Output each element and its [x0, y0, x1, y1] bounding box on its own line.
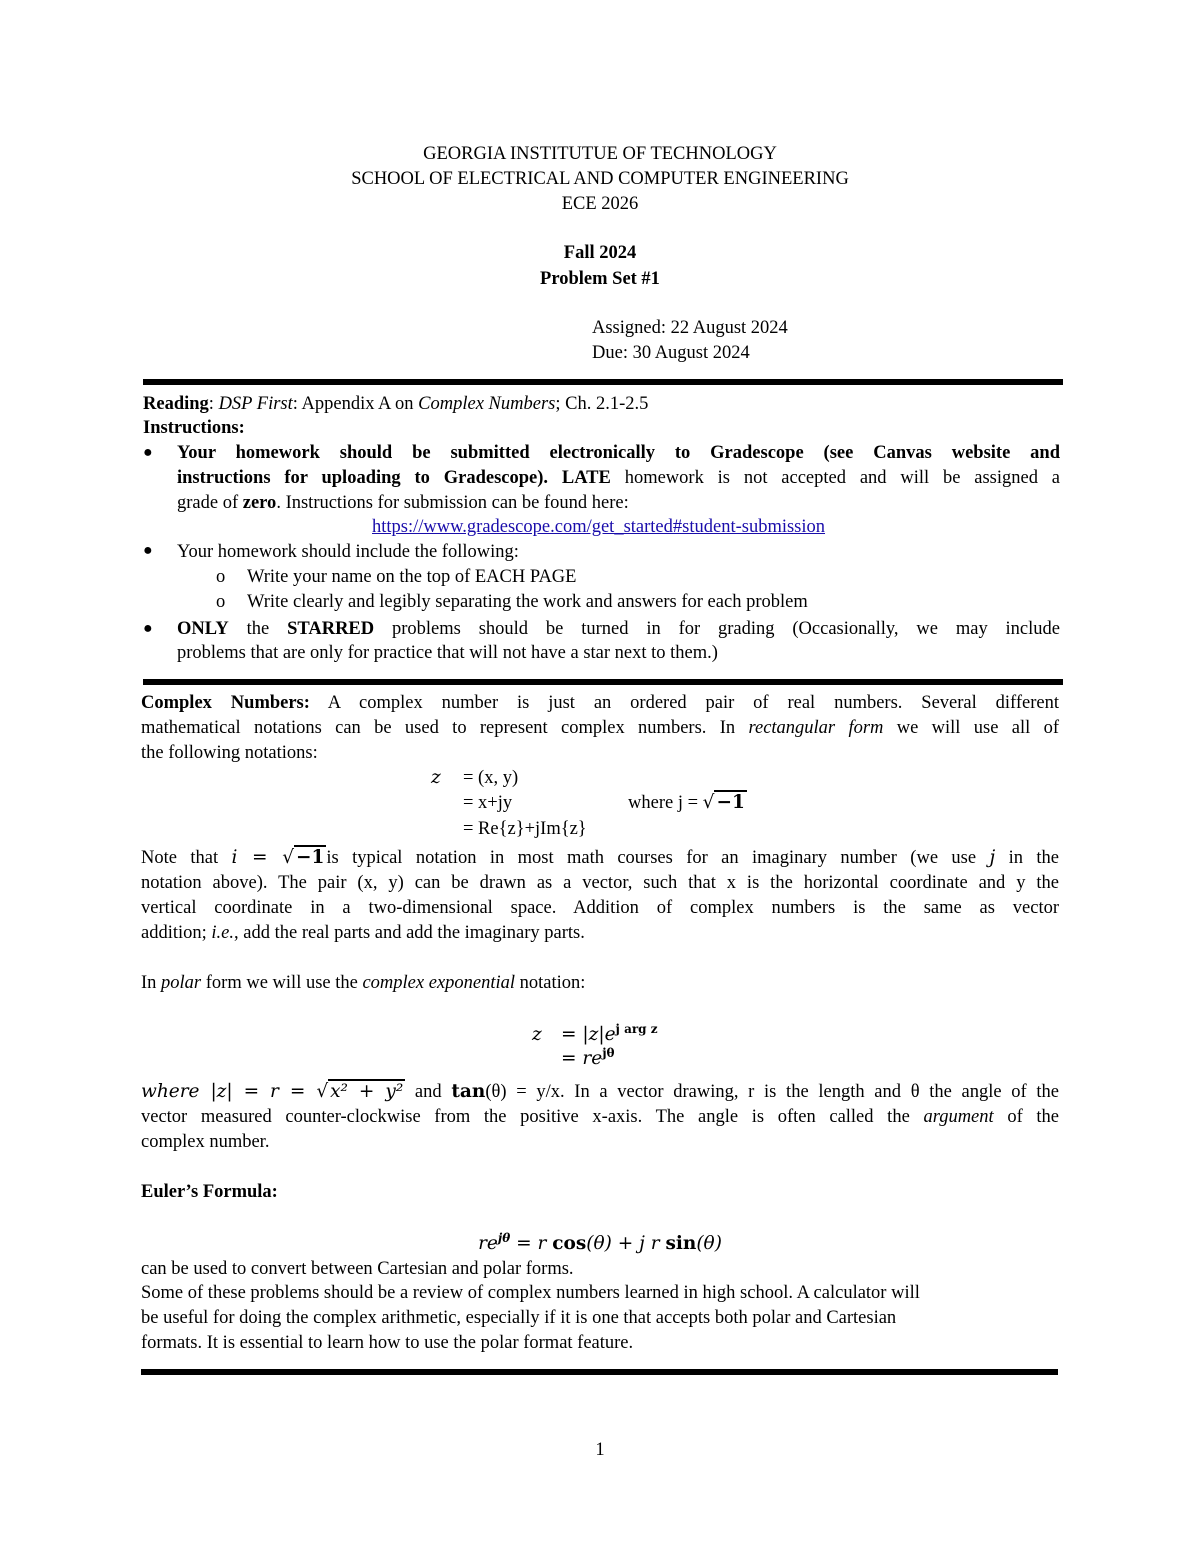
sin-function: sin — [665, 1233, 697, 1254]
section-divider — [141, 1369, 1058, 1375]
note-text: Note that — [141, 848, 232, 868]
complex-exponential-term: complex exponential — [362, 973, 516, 993]
sqrt-radicand: −1 — [716, 792, 745, 813]
complex-para-line-3: the following notations: — [141, 743, 318, 763]
note-line-3: vertical coordinate in a two-dimensional space. Addition of complex numbers is the same as vector — [141, 898, 1059, 918]
note-text: addition; — [141, 923, 212, 943]
section-divider — [143, 679, 1063, 685]
reading-chapters: ; Ch. 2.1-2.5 — [555, 394, 649, 414]
note-j-symbol: j — [989, 847, 996, 868]
equation-rectangular: = x+jy — [463, 793, 513, 813]
polar-text: In — [141, 973, 162, 993]
note-text: , add the real parts and add the imaginary parts. — [234, 923, 585, 943]
equation-re-im: = Re{z}+jIm{z} — [463, 819, 587, 839]
gradescope-link[interactable]: https://www.gradescope.com/get_started#student-submission — [372, 517, 826, 537]
sqrt-radicand: x² + y² — [330, 1081, 404, 1102]
instruction-3-the: the — [228, 619, 288, 639]
complex-para-line-2 — [141, 716, 1059, 740]
euler-term: (θ) + j r — [586, 1233, 666, 1254]
bullet-icon: ● — [143, 444, 153, 461]
instruction-3-only: ONLY — [177, 619, 229, 639]
instruction-2: Your homework should include the following: — [177, 542, 519, 562]
euler-exponent: jθ — [497, 1230, 511, 1245]
where-j-text: where j = — [628, 793, 703, 813]
complex-para-line-1 — [141, 691, 1059, 715]
instruction-1-grade: grade of — [177, 493, 243, 513]
course-code: ECE 2026 — [561, 194, 639, 214]
where-line-1 — [141, 1080, 1059, 1104]
sqrt-radicand: −1 — [295, 847, 325, 868]
section-divider — [143, 379, 1063, 385]
where-text: vector measured counter-clockwise from the positive x-axis. The angle is often called the — [141, 1107, 924, 1127]
euler-line-3: be useful for doing the complex arithmetic, especially if it is one that accepts both polar and Cartesian — [141, 1308, 897, 1328]
polar-text: notation: — [515, 973, 586, 993]
page-number: 1 — [595, 1440, 605, 1460]
note-line-1 — [141, 846, 1059, 870]
instruction-1-zero: zero — [242, 493, 277, 513]
equation-j-definition — [628, 791, 747, 815]
instruction-3-starred: STARRED — [287, 619, 375, 639]
equation-variable: z — [431, 767, 441, 788]
instruction-1-line-1: Your homework should be submitted electronically to Gradescope (see Canvas website and — [177, 443, 1060, 463]
reading-topic: Complex Numbers — [418, 394, 556, 414]
instruction-3-text: problems should be turned in for grading (Occasionally, we may include — [374, 619, 1060, 639]
where-text: (θ) = y/x. In a vector drawing, r is the length and θ the angle of the — [485, 1082, 1060, 1102]
assigned-date: Assigned: 22 August 2024 — [592, 318, 788, 338]
page-title: Problem Set #1 — [540, 269, 660, 289]
sqrt-icon: √ — [316, 1081, 329, 1102]
polar-equation-exponent: j arg z — [615, 1021, 658, 1036]
instructions-label: Instructions: — [143, 418, 245, 438]
argument-term: argument — [923, 1107, 994, 1127]
where-text: and — [405, 1082, 452, 1102]
cos-function: cos — [552, 1233, 587, 1254]
polar-equation-base: = re — [561, 1048, 603, 1069]
complex-numbers-label: Complex Numbers: — [141, 693, 310, 713]
reading-text: : Appendix A on — [292, 394, 419, 414]
polar-equation-exponent: jθ — [602, 1045, 615, 1060]
euler-line-1: can be used to convert between Cartesian and polar forms. — [141, 1259, 574, 1279]
complex-text: A complex number is just an ordered pair of real numbers. Several different — [309, 693, 1059, 713]
instruction-1-bold: instructions for uploading to Gradescope). LATE — [177, 468, 611, 488]
complex-text: we will use all of — [883, 718, 1059, 738]
polar-intro — [141, 971, 585, 995]
reading-line — [143, 392, 648, 416]
euler-base: re — [478, 1233, 498, 1254]
term: Fall 2024 — [563, 243, 637, 263]
rectangular-form-term: rectangular form — [748, 718, 884, 738]
note-ie: i.e. — [211, 923, 235, 943]
euler-formula — [0, 1232, 1200, 1256]
reading-colon: : — [208, 394, 219, 414]
where-text: of the — [993, 1107, 1059, 1127]
euler-term: (θ) — [696, 1233, 722, 1254]
instruction-3-line-2: problems that are only for practice that will not have a star next to them.) — [177, 643, 718, 663]
where-line-3: complex number. — [141, 1132, 270, 1152]
note-text: is typical notation in most math courses for an imaginary number (we use — [326, 848, 990, 868]
note-line-2: notation above). The pair (x, y) can be drawn as a vector, such that x is the horizontal coordinate and y the — [141, 873, 1059, 893]
polar-equation-base: = |z|e — [561, 1024, 616, 1045]
note-line-4 — [141, 921, 585, 945]
instruction-1-text: homework is not accepted and will be assigned a — [610, 468, 1060, 488]
school-name: SCHOOL OF ELECTRICAL AND COMPUTER ENGINEERING — [351, 169, 849, 189]
polar-text: form we will use the — [201, 973, 363, 993]
sub-bullet-icon: o — [216, 567, 226, 587]
sqrt-icon: √ — [282, 847, 294, 868]
euler-term: = r — [510, 1233, 553, 1254]
polar-equation-1 — [561, 1023, 658, 1047]
bullet-icon: ● — [143, 542, 153, 559]
complex-text: mathematical notations can be used to represent complex numbers. In — [141, 718, 749, 738]
reading-book: DSP First — [218, 394, 293, 414]
where-text: where |z| = r = — [141, 1081, 317, 1102]
note-i-symbol: i = — [231, 847, 283, 868]
polar-equation-variable: z — [532, 1024, 542, 1045]
sub-bullet-icon: o — [216, 592, 226, 612]
institution-name: GEORGIA INSTITUTUE OF TECHNOLOGY — [423, 144, 777, 164]
euler-label: Euler’s Formula: — [141, 1182, 278, 1202]
where-line-2 — [141, 1105, 1059, 1129]
gradescope-link-line — [372, 515, 825, 539]
euler-line-2: Some of these problems should be a review of complex numbers learned in high school. A calculator will — [141, 1283, 920, 1303]
reading-label: Reading — [143, 394, 209, 414]
polar-equation-2 — [561, 1047, 615, 1071]
sqrt-icon: √ — [702, 792, 715, 813]
instruction-2-sub-1: Write your name on the top of EACH PAGE — [247, 567, 577, 587]
polar-term: polar — [161, 973, 202, 993]
instruction-2-sub-2: Write clearly and legibly separating the work and answers for each problem — [247, 592, 808, 612]
instruction-1-submission: . Instructions for submission can be found here: — [276, 493, 629, 513]
equation-ordered-pair: = (x, y) — [463, 768, 519, 788]
euler-line-4: formats. It is essential to learn how to use the polar format feature. — [141, 1333, 634, 1353]
instruction-1-line-2 — [177, 466, 1060, 490]
instruction-1-line-3 — [177, 491, 629, 515]
instruction-3-line-1 — [177, 617, 1060, 641]
tan-function: tan — [451, 1081, 486, 1102]
note-text: in the — [995, 848, 1059, 868]
bullet-icon: ● — [143, 620, 153, 637]
due-date: Due: 30 August 2024 — [592, 343, 750, 363]
